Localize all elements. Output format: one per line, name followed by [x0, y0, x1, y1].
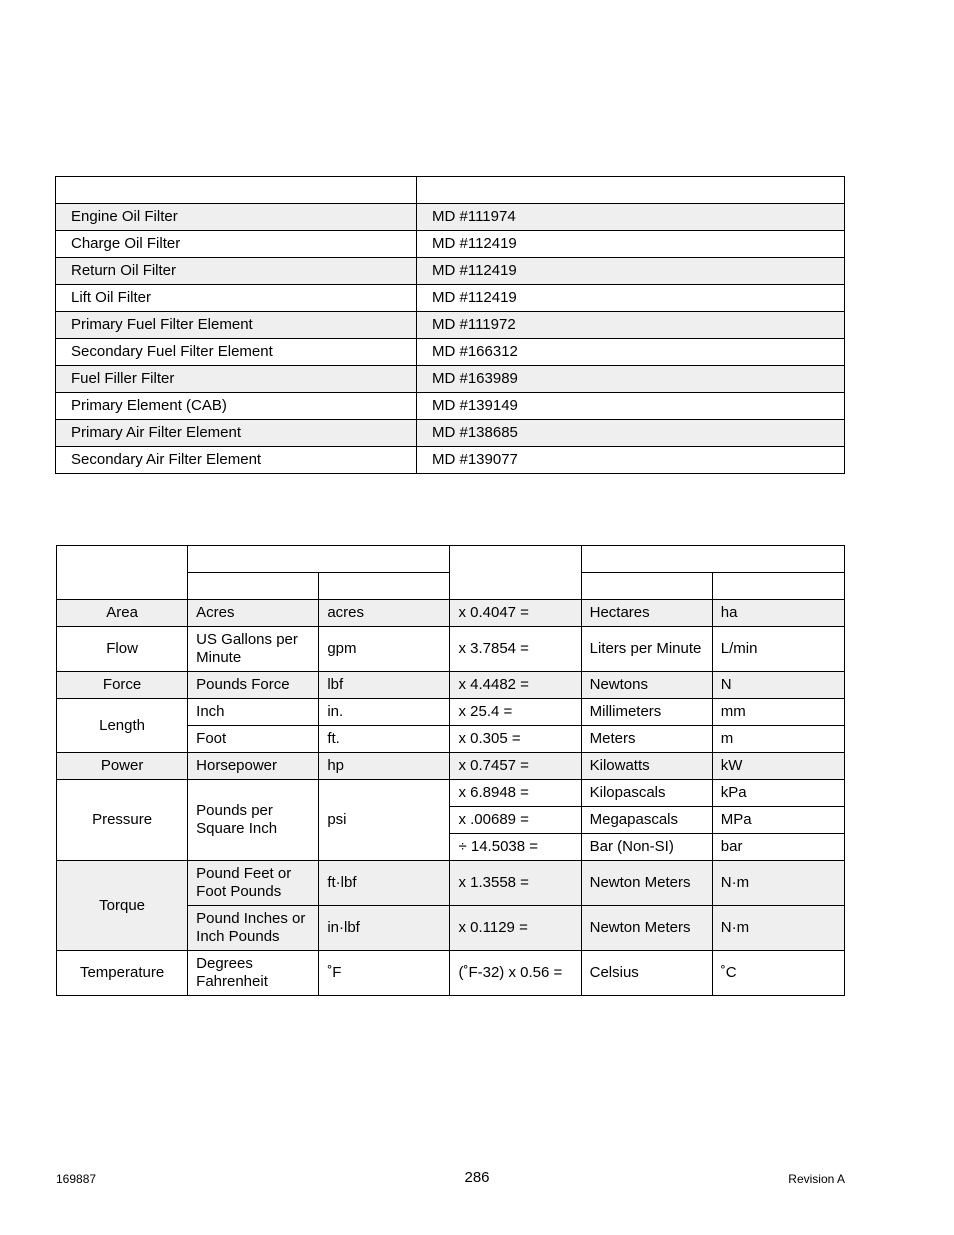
- table-row: [57, 861, 845, 906]
- table-row: [57, 627, 845, 672]
- filter-name: Primary Element (CAB): [56, 393, 417, 420]
- table-row: [56, 285, 845, 312]
- unit-abbr-cell: in.: [319, 699, 450, 726]
- part-number: MD #112419: [417, 285, 845, 312]
- quantity-cell: Pressure: [57, 780, 188, 861]
- factor-cell: x 6.8948 =: [450, 780, 581, 807]
- table-row: [57, 699, 845, 726]
- header-cell-sae-units: [188, 546, 450, 573]
- part-number: MD #139149: [417, 393, 845, 420]
- header-cell: [319, 573, 450, 600]
- si-name-cell: Kilopascals: [581, 780, 712, 807]
- filter-name: Primary Fuel Filter Element: [56, 312, 417, 339]
- factor-cell: x 0.4047 =: [450, 600, 581, 627]
- header-cell-si-units: [581, 546, 844, 573]
- filter-name: Return Oil Filter: [56, 258, 417, 285]
- table-row: [57, 600, 845, 627]
- si-abbr-cell: N·m: [712, 906, 844, 951]
- table-row: [56, 366, 845, 393]
- si-name-cell: Celsius: [581, 951, 712, 996]
- table-header-row: [57, 546, 845, 573]
- si-abbr-cell: ˚C: [712, 951, 844, 996]
- factor-cell: x 1.3558 =: [450, 861, 581, 906]
- filter-name: Fuel Filler Filter: [56, 366, 417, 393]
- si-abbr-cell: kPa: [712, 780, 844, 807]
- unit-name-cell: Pound Feet or Foot Pounds: [188, 861, 319, 906]
- document-number: 169887: [56, 1172, 97, 1186]
- page-number: 286: [464, 1169, 490, 1186]
- filter-name: Lift Oil Filter: [56, 285, 417, 312]
- si-name-cell: Meters: [581, 726, 712, 753]
- unit-abbr-cell: in·lbf: [319, 906, 450, 951]
- unit-name-cell: Inch: [188, 699, 319, 726]
- filter-name: Engine Oil Filter: [56, 204, 417, 231]
- unit-name-cell: US Gallons per Minute: [188, 627, 319, 672]
- table-row: [57, 780, 845, 807]
- unit-name-cell: Pound Inches or Inch Pounds: [188, 906, 319, 951]
- si-abbr-cell: m: [712, 726, 844, 753]
- si-name-cell: Megapascals: [581, 807, 712, 834]
- si-abbr-cell: MPa: [712, 807, 844, 834]
- table-row: [57, 951, 845, 996]
- table-header-row: [56, 177, 845, 204]
- table-row: [56, 204, 845, 231]
- quantity-cell: Length: [57, 699, 188, 753]
- quantity-cell: Torque: [57, 861, 188, 951]
- filter-name: Charge Oil Filter: [56, 231, 417, 258]
- unit-name-cell: Horsepower: [188, 753, 319, 780]
- header-cell-quantity: [57, 546, 188, 600]
- unit-name-cell: Pounds per Square Inch: [188, 780, 319, 861]
- quantity-cell: Temperature: [57, 951, 188, 996]
- factor-cell: x 25.4 =: [450, 699, 581, 726]
- header-cell: [417, 177, 845, 204]
- header-cell-factor: [450, 546, 581, 600]
- table-row: [56, 393, 845, 420]
- header-cell: [581, 573, 712, 600]
- si-abbr-cell: L/min: [712, 627, 844, 672]
- unit-name-cell: Pounds Force: [188, 672, 319, 699]
- si-abbr-cell: kW: [712, 753, 844, 780]
- factor-cell: x 0.1129 =: [450, 906, 581, 951]
- unit-abbr-cell: hp: [319, 753, 450, 780]
- factor-cell: x .00689 =: [450, 807, 581, 834]
- si-abbr-cell: bar: [712, 834, 844, 861]
- unit-abbr-cell: ft·lbf: [319, 861, 450, 906]
- part-number: MD #112419: [417, 258, 845, 285]
- header-cell: [188, 573, 319, 600]
- filter-part-table: [55, 176, 845, 474]
- part-number: MD #111974: [417, 204, 845, 231]
- table-row: [56, 447, 845, 474]
- si-abbr-cell: N·m: [712, 861, 844, 906]
- si-name-cell: Hectares: [581, 600, 712, 627]
- part-number: MD #139077: [417, 447, 845, 474]
- table-row: [57, 753, 845, 780]
- unit-conversion-table: [56, 545, 845, 996]
- part-number: MD #111972: [417, 312, 845, 339]
- factor-cell: x 0.7457 =: [450, 753, 581, 780]
- unit-abbr-cell: ˚F: [319, 951, 450, 996]
- si-name-cell: Newton Meters: [581, 906, 712, 951]
- unit-abbr-cell: lbf: [319, 672, 450, 699]
- filter-name: Secondary Fuel Filter Element: [56, 339, 417, 366]
- part-number: MD #163989: [417, 366, 845, 393]
- unit-abbr-cell: acres: [319, 600, 450, 627]
- si-name-cell: Millimeters: [581, 699, 712, 726]
- unit-abbr-cell: psi: [319, 780, 450, 861]
- table-row: [56, 231, 845, 258]
- header-cell: [56, 177, 417, 204]
- header-cell: [712, 573, 844, 600]
- filter-name: Primary Air Filter Element: [56, 420, 417, 447]
- filter-name: Secondary Air Filter Element: [56, 447, 417, 474]
- unit-name-cell: Degrees Fahrenheit: [188, 951, 319, 996]
- part-number: MD #138685: [417, 420, 845, 447]
- unit-abbr-cell: gpm: [319, 627, 450, 672]
- quantity-cell: Area: [57, 600, 188, 627]
- revision-label: Revision A: [788, 1172, 845, 1186]
- factor-cell: x 4.4482 =: [450, 672, 581, 699]
- si-name-cell: Bar (Non-SI): [581, 834, 712, 861]
- unit-name-cell: Acres: [188, 600, 319, 627]
- unit-abbr-cell: ft.: [319, 726, 450, 753]
- si-name-cell: Newton Meters: [581, 861, 712, 906]
- factor-cell: x 3.7854 =: [450, 627, 581, 672]
- factor-cell: (˚F-32) x 0.56 =: [450, 951, 581, 996]
- si-abbr-cell: N: [712, 672, 844, 699]
- part-number: MD #166312: [417, 339, 845, 366]
- si-abbr-cell: mm: [712, 699, 844, 726]
- table-row: [56, 258, 845, 285]
- table-row: [57, 672, 845, 699]
- quantity-cell: Power: [57, 753, 188, 780]
- si-abbr-cell: ha: [712, 600, 844, 627]
- factor-cell: ÷ 14.5038 =: [450, 834, 581, 861]
- part-number: MD #112419: [417, 231, 845, 258]
- si-name-cell: Liters per Minute: [581, 627, 712, 672]
- unit-name-cell: Foot: [188, 726, 319, 753]
- quantity-cell: Force: [57, 672, 188, 699]
- table-row: [56, 339, 845, 366]
- si-name-cell: Newtons: [581, 672, 712, 699]
- table-row: [56, 312, 845, 339]
- si-name-cell: Kilowatts: [581, 753, 712, 780]
- quantity-cell: Flow: [57, 627, 188, 672]
- table-row: [56, 420, 845, 447]
- factor-cell: x 0.305 =: [450, 726, 581, 753]
